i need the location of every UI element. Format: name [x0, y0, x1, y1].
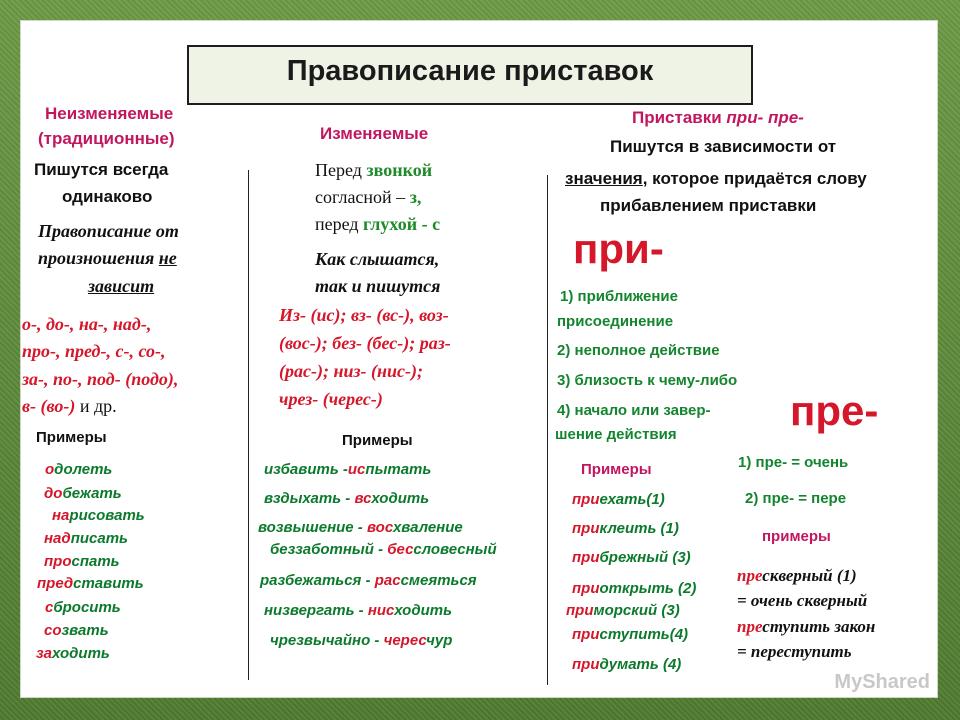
example-part: чрез	[270, 632, 304, 649]
prefix: с	[45, 599, 54, 616]
pri-example	[572, 491, 665, 508]
pri-example	[572, 626, 688, 643]
example-part: пытать	[365, 461, 432, 478]
example-part: вычайно -	[303, 632, 384, 649]
dep-text: , которое придаётся слову	[642, 169, 867, 188]
rule-text: произношения	[38, 248, 159, 268]
col1-prefixes-4	[22, 396, 117, 417]
and-others: и др.	[75, 396, 117, 416]
example-part: бежаться -	[284, 572, 375, 589]
root: звать	[61, 622, 109, 639]
root: ступить закон	[762, 617, 876, 636]
col2-example	[264, 461, 431, 478]
example-part: низ	[264, 602, 290, 619]
prefix: на	[52, 507, 70, 524]
col1-example	[45, 461, 112, 478]
col2-prefixes-2: (вос-); без- (бес-); раз-	[279, 333, 451, 353]
col2-example	[258, 519, 463, 536]
prefix: при	[572, 549, 600, 566]
col2-example	[260, 572, 477, 589]
prefix: при	[566, 602, 594, 619]
prefix: при	[572, 520, 600, 537]
page-title: Правописание приставок	[286, 55, 654, 87]
prefix: пре	[737, 566, 763, 585]
col2-header: Изменяемые	[320, 124, 429, 143]
col3-dep-1: Пишутся в зависимости от	[610, 137, 837, 156]
col1-examples-label: Примеры	[36, 429, 107, 446]
example-part: заботный -	[295, 541, 388, 558]
prefix: при	[572, 656, 600, 673]
col1-rule-3: зависит	[88, 276, 155, 296]
col2-rule-2	[315, 187, 421, 208]
pre-example-1	[737, 566, 857, 586]
root: бросить	[53, 599, 121, 616]
col2-rule-1	[315, 160, 432, 181]
pri-example	[572, 549, 691, 566]
root: долеть	[54, 461, 113, 478]
example-part: воз	[258, 519, 284, 536]
pri-example	[572, 656, 681, 673]
col2-example	[264, 602, 452, 619]
col3-dep-2	[565, 169, 867, 189]
prefix: над	[44, 530, 71, 547]
col1-example	[44, 622, 109, 639]
example-part: вергать -	[289, 602, 368, 619]
example-part: без	[270, 541, 296, 558]
prefix: про	[44, 553, 72, 570]
example-part: дыхать -	[280, 490, 355, 507]
col2-rule-3	[315, 214, 440, 235]
pri-meaning-3: 3) близость к чему-либо	[557, 372, 738, 389]
prefix: до	[44, 485, 63, 502]
example-part: рас	[374, 572, 401, 589]
col2-hear-1: Как слышатся,	[315, 249, 440, 269]
example-part: из	[264, 461, 281, 478]
col1-example	[44, 553, 120, 570]
prefix-v: в- (во-)	[22, 396, 76, 416]
root: ставить	[73, 575, 144, 592]
root: открыть (2)	[599, 580, 697, 597]
col1-rule-2	[38, 248, 177, 269]
title-box	[187, 45, 753, 105]
col2-prefixes-1: Из- (ис); вз- (вс-), воз-	[279, 305, 449, 325]
col2-prefixes-4: чрез- (черес-)	[279, 389, 383, 409]
prefix: при	[572, 491, 600, 508]
pri-example	[572, 580, 696, 597]
pri-examples-label: Примеры	[581, 461, 652, 478]
root: скверный (1)	[762, 566, 857, 585]
root: морский (3)	[593, 602, 680, 619]
col1-rule-1: Правописание от	[38, 221, 179, 241]
col2-example	[270, 632, 452, 649]
col1-always-2: одинаково	[62, 187, 153, 206]
col2-examples-label: Примеры	[342, 432, 413, 449]
root: ступить(4)	[599, 626, 689, 643]
example-part: ходить	[394, 602, 452, 619]
example-part: вз	[264, 490, 281, 507]
prefix: пред	[37, 575, 74, 592]
prefix: о	[45, 461, 55, 478]
pre-example-2: = очень скверный	[737, 591, 868, 610]
col1-example	[45, 599, 121, 616]
example-part: черес	[383, 632, 427, 649]
divider-left	[248, 170, 249, 680]
pre-heading: пре-	[790, 387, 879, 434]
pri-meaning-4b: шение действия	[555, 426, 677, 443]
prefix: со	[44, 622, 62, 639]
pre-example-4: = переступить	[737, 642, 852, 661]
example-part: вос	[366, 519, 393, 536]
col2-hear-2: так и пишутся	[315, 276, 441, 296]
example-part: бавить -	[280, 461, 348, 478]
col1-example	[36, 645, 110, 662]
example-part: нис	[367, 602, 395, 619]
pri-meaning-2: 2) неполное действие	[557, 342, 720, 359]
col1-example	[52, 507, 145, 524]
pri-example	[566, 602, 680, 619]
voiceless-word: глухой - с	[363, 214, 441, 234]
example-part: ходить	[371, 490, 430, 507]
prefix: за	[36, 645, 52, 662]
root: писать	[70, 530, 128, 547]
prefix: при	[572, 626, 600, 643]
example-part: хваление	[392, 519, 463, 536]
example-part: словесный	[413, 541, 497, 558]
watermark: MyShared	[834, 671, 930, 693]
col2-example	[270, 541, 497, 558]
col1-prefixes-1: о-, до-, на-, над-,	[22, 314, 152, 334]
pre-meaning-1: 1) пре- = очень	[738, 454, 849, 471]
pre-meaning-2: 2) пре- = пере	[745, 490, 847, 507]
example-part: вышение -	[283, 519, 367, 536]
divider-middle	[547, 175, 548, 685]
root: ехать(1)	[599, 491, 665, 508]
letter-z: з,	[409, 187, 422, 207]
rule-underlined: не	[158, 248, 177, 268]
col2-prefixes-3: (рас-); низ- (нис-);	[279, 361, 423, 381]
meaning-word: значения	[565, 169, 643, 188]
header-text: Приставки	[632, 108, 727, 127]
pri-meaning-1: 1) приближение	[560, 288, 678, 305]
rule-text: согласной –	[315, 187, 410, 207]
root: бежать	[62, 485, 122, 502]
col1-example	[44, 485, 122, 502]
pre-example-3	[737, 617, 875, 637]
root: рисовать	[69, 507, 145, 524]
col1-header-sub: (традиционные)	[38, 129, 175, 148]
prefix: при	[572, 580, 600, 597]
col3-dep-3: прибавлением приставки	[600, 196, 817, 215]
pri-meaning-1b: присоединение	[557, 313, 674, 330]
col3-header	[632, 108, 804, 128]
col1-always-1: Пишутся всегда	[34, 160, 169, 179]
header-prefixes: при- пре-	[726, 108, 804, 127]
pri-meaning-4: 4) начало или завер-	[557, 402, 711, 419]
col1-prefixes-2: про-, пред-, с-, со-,	[22, 341, 166, 361]
col1-prefixes-3: за-, по-, под- (подо),	[22, 369, 179, 389]
root: думать (4)	[599, 656, 682, 673]
example-part: ис	[347, 461, 366, 478]
root: брежный (3)	[599, 549, 691, 566]
example-part: бес	[387, 541, 414, 558]
rule-text: перед	[315, 214, 364, 234]
pre-examples-label: примеры	[762, 528, 831, 545]
root: ходить	[52, 645, 110, 662]
example-part: вс	[354, 490, 372, 507]
col1-example	[37, 575, 144, 592]
col1-example	[44, 530, 128, 547]
voiced-word: звонкой	[366, 160, 433, 180]
example-part: смеяться	[400, 572, 477, 589]
pri-example	[572, 520, 679, 537]
root: клеить (1)	[599, 520, 679, 537]
example-part: раз	[260, 572, 285, 589]
col2-example	[264, 490, 429, 507]
example-part: чур	[426, 632, 453, 649]
pri-heading: при-	[573, 225, 664, 272]
root: спать	[71, 553, 120, 570]
col1-header: Неизменяемые	[45, 104, 174, 123]
rule-text: Перед	[315, 160, 367, 180]
prefix: пре	[737, 617, 763, 636]
